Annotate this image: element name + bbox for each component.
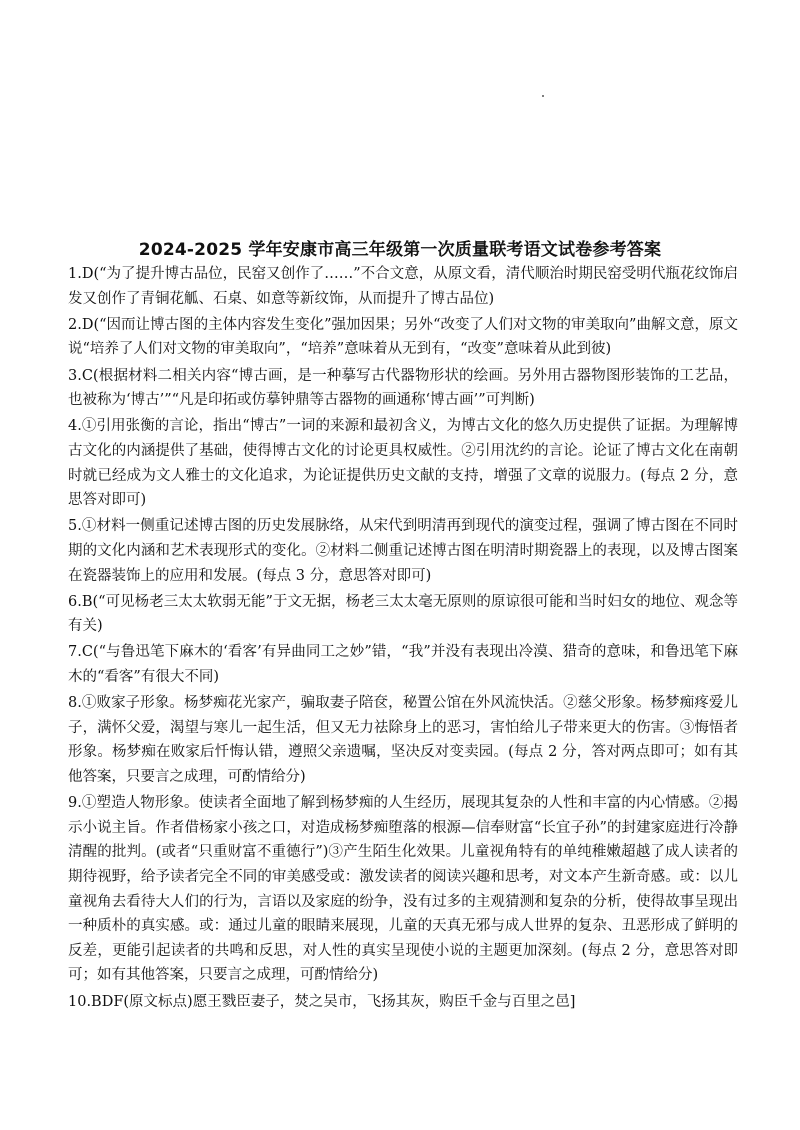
answer-item-4: 4.①引用张衡的言论，指出“博古”一词的来源和最初含义，为博古文化的悠久历史提供了证据。为理解博古文化的内涵提供了基础，使得博古文化的讨论更具权威性。②引用沈约的言论。论证了博古文化在南朝时就已经成为文人雅士的文化追求，为论证提供历史文献的支持，增强了文章的说服力。(每点 2 分，意思答对即可) — [68, 418, 738, 509]
answer-item-3: 3.C(根据材料二相关内容“博古画，是一种摹写古代器物形状的绘画。另外用古器物图形装饰的工艺品，也被称为‘博古’”“凡是印拓或仿摹钟鼎等古器物的画通称‘博古画’”可判断) — [68, 367, 738, 409]
answer-item-7: 7.C(“与鲁迅笔下麻木的‘看客’有异曲同工之妙”错，“我”并没有表现出冷漠、猎奇的意味，和鲁迅笔下麻木的“看客”有很大不同) — [68, 644, 738, 686]
answer-item-5: 5.①材料一侧重记述博古图的历史发展脉络，从宋代到明清再到现代的演变过程，强调了博古图在不同时期的文化内涵和艺术表现形式的变化。②材料二侧重记述博古图在明清时期瓷器上的表现，以及博古图案在瓷器装饰上的应用和发展。(每点 3 分，意思答对即可) — [68, 518, 738, 584]
answer-item-2: 2.D(“因而让博古图的主体内容发生变化”强加因果；另外“改变了人们对文物的审美取向”曲解文意，原文说“培养了人们对文物的审美取向”，“培养”意味着从无到有，“改变”意味着从此到彼) — [68, 316, 738, 358]
answer-item-10: 10.BDF(原文标点)愿王戮臣妻子，焚之吴市，飞扬其灰，购臣千金与百里之邑] — [68, 993, 576, 1010]
document-title: 2024-2025 学年安康市高三年级第一次质量联考语文试卷参考答案 — [138, 240, 662, 260]
scan-speck — [542, 95, 544, 97]
answer-item-6: 6.B(“可见杨老三太太软弱无能”于文无据，杨老三太太毫无原则的原谅很可能和当时妇女的地位、观念等有关) — [68, 593, 738, 635]
answer-item-9: 9.①塑造人物形象。使读者全面地了解到杨梦痴的人生经历，展现其复杂的人性和丰富的内心情感。②揭示小说主旨。作者借杨家小孩之口，对造成杨梦痴堕落的根源—信奉财富“长宜子孙”的封建家庭进行冷静清醒的批判。(或者“只重财富不重德行”)③产生陌生化效果。儿童视角特有的单纯稚嫩超越了成人读者的期待视野，给予读者完全不同的审美感受或：激发读者的阅读兴趣和思考，对文本产生新奇感。或：以儿童视角去看待大人们的行为，言语以及家庭的纷争，没有过多的主观猜测和复杂的分析，使得故事呈现出一种质朴的真实感。或：通过儿童的眼睛来展现，儿童的天真无邪与成人世界的复杂、丑恶形成了鲜明的反差，更能引起读者的共鸣和反思，对人性的真实呈现使小说的主题更加深刻。(每点 2 分，意思答对即可；如有其他答案，只要言之成理，可酌情给分) — [68, 795, 738, 984]
answer-item-8: 8.①败家子形象。杨梦痴花光家产，骗取妻子陪奁，秘置公馆在外风流快活。②慈父形象。杨梦痴疼爱儿子，满怀父爱，渴望与寒儿一起生活，但又无力祛除身上的恶习，害怕给儿子带来更大的伤害。③悔悟者形象。杨梦痴在败家后忏悔认错，遵照父亲遗嘱，坚决反对变卖园。(每点 2 分，答对两点即可；如有其他答案，只要言之成理，可酌情给分) — [68, 695, 738, 786]
answer-list — [68, 262, 738, 1016]
answer-item-1: 1.D(“为了提升博古品位，民窑又创作了……”不合文意，从原文看，清代顺治时期民窑受明代瓶花纹饰启发又创作了青铜花觚、石桌、如意等新纹饰，从而提升了博古品位) — [68, 266, 738, 307]
